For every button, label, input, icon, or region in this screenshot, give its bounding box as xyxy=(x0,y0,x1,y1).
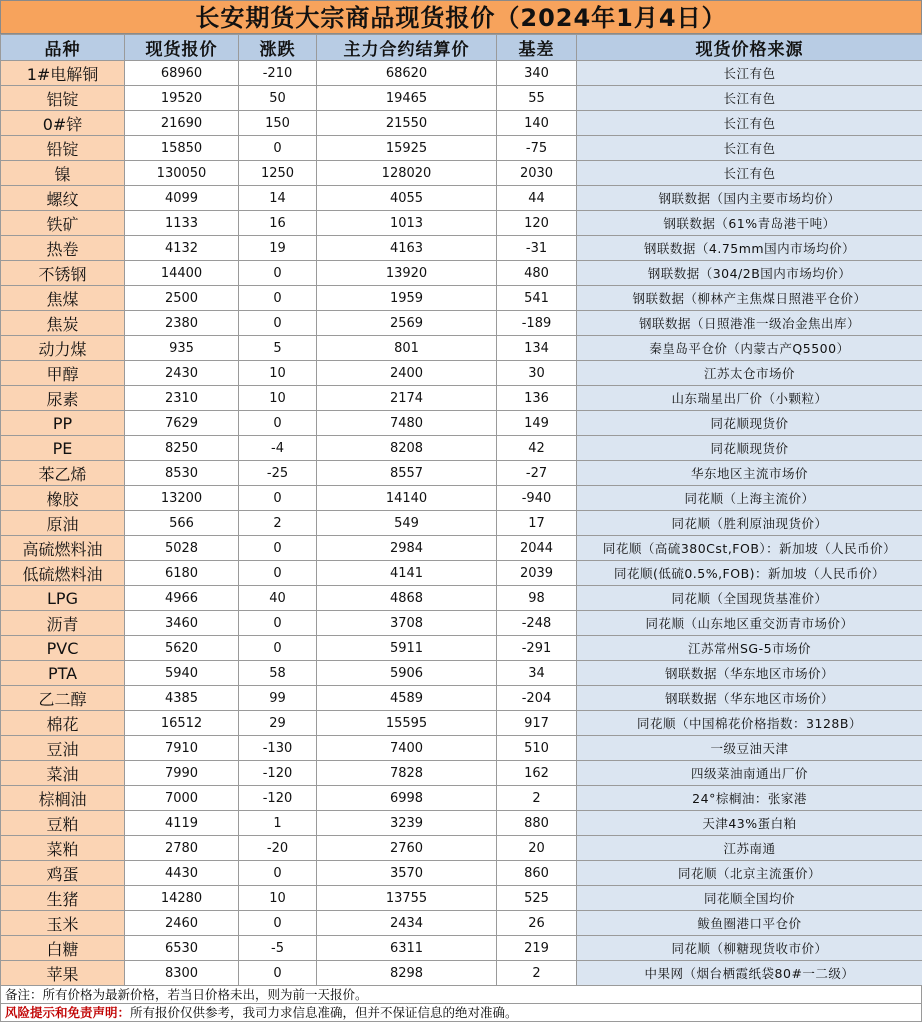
price-change: 16 xyxy=(239,211,317,236)
basis: -31 xyxy=(497,236,577,261)
spot-price: 5940 xyxy=(125,661,239,686)
price-source: 同花顺现货价 xyxy=(577,411,922,436)
price-source: 同花顺(低硫0.5%,FOB)：新加坡（人民币价） xyxy=(577,561,922,586)
table-row xyxy=(1,336,922,361)
table-row xyxy=(1,536,922,561)
basis: 2030 xyxy=(497,161,577,186)
spot-price: 6530 xyxy=(125,936,239,961)
price-source: 长江有色 xyxy=(577,161,922,186)
price-source: 同花顺（山东地区重交沥青市场价） xyxy=(577,611,922,636)
price-source: 长江有色 xyxy=(577,61,922,86)
settlement-price: 15925 xyxy=(317,136,497,161)
settlement-price: 4055 xyxy=(317,186,497,211)
price-source: 天津43%蛋白粕 xyxy=(577,811,922,836)
price-source: 同花顺（高硫380Cst,FOB）：新加坡（人民币价） xyxy=(577,536,922,561)
price-change: 2 xyxy=(239,511,317,536)
basis: -248 xyxy=(497,611,577,636)
price-change: 58 xyxy=(239,661,317,686)
price-change: 0 xyxy=(239,911,317,936)
price-change: 50 xyxy=(239,86,317,111)
price-change: 0 xyxy=(239,411,317,436)
basis: 34 xyxy=(497,661,577,686)
settlement-price: 549 xyxy=(317,511,497,536)
commodity-name: 铁矿 xyxy=(1,211,125,236)
commodity-name: PTA xyxy=(1,661,125,686)
basis: 2 xyxy=(497,786,577,811)
settlement-price: 4589 xyxy=(317,686,497,711)
table-row xyxy=(1,61,922,86)
settlement-price: 68620 xyxy=(317,61,497,86)
basis: 134 xyxy=(497,336,577,361)
commodity-name: 豆粕 xyxy=(1,811,125,836)
price-source: 同花顺（全国现货基准价） xyxy=(577,586,922,611)
price-source: 钢联数据（4.75mm国内市场均价） xyxy=(577,236,922,261)
spot-price: 14280 xyxy=(125,886,239,911)
price-source: 钢联数据（304/2B国内市场均价） xyxy=(577,261,922,286)
settlement-price: 2174 xyxy=(317,386,497,411)
commodity-name: 镍 xyxy=(1,161,125,186)
spot-price: 3460 xyxy=(125,611,239,636)
settlement-price: 2569 xyxy=(317,311,497,336)
header-settlement: 主力合约结算价 xyxy=(317,35,497,61)
basis: 219 xyxy=(497,936,577,961)
settlement-price: 7400 xyxy=(317,736,497,761)
settlement-price: 13755 xyxy=(317,886,497,911)
settlement-price: 4868 xyxy=(317,586,497,611)
settlement-price: 128020 xyxy=(317,161,497,186)
price-source: 同花顺（中国棉花价格指数：3128B） xyxy=(577,711,922,736)
table-header xyxy=(1,35,922,61)
table-row xyxy=(1,886,922,911)
header-change: 涨跌 xyxy=(239,35,317,61)
disclaimer xyxy=(0,1004,922,1022)
table-row xyxy=(1,86,922,111)
price-change: -210 xyxy=(239,61,317,86)
price-source: 长江有色 xyxy=(577,136,922,161)
commodity-name: 菜油 xyxy=(1,761,125,786)
settlement-price: 8298 xyxy=(317,961,497,986)
settlement-price: 2760 xyxy=(317,836,497,861)
commodity-name: 动力煤 xyxy=(1,336,125,361)
commodity-name: 橡胶 xyxy=(1,486,125,511)
settlement-price: 3239 xyxy=(317,811,497,836)
header-commodity: 品种 xyxy=(1,35,125,61)
spot-price: 19520 xyxy=(125,86,239,111)
settlement-price: 4141 xyxy=(317,561,497,586)
settlement-price: 8557 xyxy=(317,461,497,486)
price-change: 0 xyxy=(239,611,317,636)
price-source: 鲅鱼圈港口平仓价 xyxy=(577,911,922,936)
table-row xyxy=(1,211,922,236)
spot-price: 4099 xyxy=(125,186,239,211)
basis: 880 xyxy=(497,811,577,836)
basis: 20 xyxy=(497,836,577,861)
commodity-name: 菜粕 xyxy=(1,836,125,861)
settlement-price: 1959 xyxy=(317,286,497,311)
commodity-name: 生猪 xyxy=(1,886,125,911)
commodity-name: 焦煤 xyxy=(1,286,125,311)
spot-price: 13200 xyxy=(125,486,239,511)
price-change: 0 xyxy=(239,486,317,511)
settlement-price: 5906 xyxy=(317,661,497,686)
price-change: -130 xyxy=(239,736,317,761)
spot-price: 6180 xyxy=(125,561,239,586)
table-row xyxy=(1,561,922,586)
spot-price: 2460 xyxy=(125,911,239,936)
table-row xyxy=(1,386,922,411)
spot-price: 1133 xyxy=(125,211,239,236)
table-row xyxy=(1,486,922,511)
basis: -291 xyxy=(497,636,577,661)
price-change: 14 xyxy=(239,186,317,211)
commodity-name: 不锈钢 xyxy=(1,261,125,286)
table-row xyxy=(1,411,922,436)
price-change: -5 xyxy=(239,936,317,961)
basis: -204 xyxy=(497,686,577,711)
table-body xyxy=(1,61,922,986)
commodity-name: PP xyxy=(1,411,125,436)
commodity-name: 棕榈油 xyxy=(1,786,125,811)
table-row xyxy=(1,286,922,311)
basis: 480 xyxy=(497,261,577,286)
price-change: 10 xyxy=(239,886,317,911)
table-row xyxy=(1,911,922,936)
price-source: 江苏南通 xyxy=(577,836,922,861)
basis: 2039 xyxy=(497,561,577,586)
table-row xyxy=(1,111,922,136)
table-row xyxy=(1,811,922,836)
commodity-name: 螺纹 xyxy=(1,186,125,211)
spot-price: 8300 xyxy=(125,961,239,986)
price-source: 同花顺现货价 xyxy=(577,436,922,461)
table-row xyxy=(1,511,922,536)
spot-price: 130050 xyxy=(125,161,239,186)
settlement-price: 1013 xyxy=(317,211,497,236)
footnote-text: 备注：所有价格为最新价格，若当日价格未出，则为前一天报价。 xyxy=(5,987,368,1002)
spot-price: 21690 xyxy=(125,111,239,136)
basis: 2044 xyxy=(497,536,577,561)
price-change: 0 xyxy=(239,861,317,886)
table-row xyxy=(1,311,922,336)
spot-price: 7000 xyxy=(125,786,239,811)
table-row xyxy=(1,586,922,611)
commodity-name: 热卷 xyxy=(1,236,125,261)
price-source: 同花顺（北京主流蛋价） xyxy=(577,861,922,886)
basis: 541 xyxy=(497,286,577,311)
settlement-price: 2434 xyxy=(317,911,497,936)
commodity-name: PVC xyxy=(1,636,125,661)
spot-price: 566 xyxy=(125,511,239,536)
settlement-price: 15595 xyxy=(317,711,497,736)
commodity-name: 甲醇 xyxy=(1,361,125,386)
spot-price: 2380 xyxy=(125,311,239,336)
header-spot-price: 现货报价 xyxy=(125,35,239,61)
commodity-name: PE xyxy=(1,436,125,461)
basis: 140 xyxy=(497,111,577,136)
table-row xyxy=(1,261,922,286)
price-source: 同花顺（胜利原油现货价） xyxy=(577,511,922,536)
settlement-price: 21550 xyxy=(317,111,497,136)
table-row xyxy=(1,861,922,886)
price-change: 0 xyxy=(239,286,317,311)
price-source: 同花顺（上海主流价） xyxy=(577,486,922,511)
spot-price: 2500 xyxy=(125,286,239,311)
settlement-price: 2984 xyxy=(317,536,497,561)
commodity-name: 棉花 xyxy=(1,711,125,736)
price-change: 0 xyxy=(239,636,317,661)
price-source: 24°棕榈油：张家港 xyxy=(577,786,922,811)
spot-price: 2780 xyxy=(125,836,239,861)
price-change: 0 xyxy=(239,561,317,586)
price-source: 四级菜油南通出厂价 xyxy=(577,761,922,786)
price-source: 同花顺全国均价 xyxy=(577,886,922,911)
price-change: 0 xyxy=(239,536,317,561)
table-row xyxy=(1,936,922,961)
settlement-price: 6311 xyxy=(317,936,497,961)
price-source: 华东地区主流市场价 xyxy=(577,461,922,486)
basis: 26 xyxy=(497,911,577,936)
settlement-price: 7480 xyxy=(317,411,497,436)
table-row xyxy=(1,761,922,786)
price-source: 钢联数据（国内主要市场均价） xyxy=(577,186,922,211)
table-row xyxy=(1,136,922,161)
spot-price: 7629 xyxy=(125,411,239,436)
basis: 149 xyxy=(497,411,577,436)
header-source: 现货价格来源 xyxy=(577,35,922,61)
price-change: 0 xyxy=(239,961,317,986)
commodity-name: 白糖 xyxy=(1,936,125,961)
basis: -189 xyxy=(497,311,577,336)
spot-price: 4966 xyxy=(125,586,239,611)
spot-price: 8530 xyxy=(125,461,239,486)
spot-price: 7990 xyxy=(125,761,239,786)
table-row xyxy=(1,961,922,986)
basis: 510 xyxy=(497,736,577,761)
disclaimer-text: 所有报价仅供参考，我司力求信息准确，但并不保证信息的绝对准确。 xyxy=(130,1005,518,1020)
spot-price: 68960 xyxy=(125,61,239,86)
settlement-price: 6998 xyxy=(317,786,497,811)
table-row xyxy=(1,661,922,686)
basis: 136 xyxy=(497,386,577,411)
price-table xyxy=(0,34,922,986)
price-source: 长江有色 xyxy=(577,111,922,136)
spot-price: 15850 xyxy=(125,136,239,161)
settlement-price: 801 xyxy=(317,336,497,361)
settlement-price: 7828 xyxy=(317,761,497,786)
price-change: -20 xyxy=(239,836,317,861)
spot-price: 5028 xyxy=(125,536,239,561)
settlement-price: 4163 xyxy=(317,236,497,261)
spot-price: 4385 xyxy=(125,686,239,711)
table-row xyxy=(1,736,922,761)
price-change: 99 xyxy=(239,686,317,711)
commodity-name: 尿素 xyxy=(1,386,125,411)
price-source: 钢联数据（华东地区市场价） xyxy=(577,661,922,686)
settlement-price: 13920 xyxy=(317,261,497,286)
price-source: 同花顺（柳糖现货收市价） xyxy=(577,936,922,961)
price-source: 钢联数据（日照港准一级冶金焦出库） xyxy=(577,311,922,336)
price-source: 钢联数据（华东地区市场价） xyxy=(577,686,922,711)
table-row xyxy=(1,711,922,736)
spot-price: 4430 xyxy=(125,861,239,886)
table-row xyxy=(1,161,922,186)
commodity-name: 原油 xyxy=(1,511,125,536)
table-row xyxy=(1,836,922,861)
price-change: 10 xyxy=(239,361,317,386)
commodity-name: 高硫燃料油 xyxy=(1,536,125,561)
basis: 42 xyxy=(497,436,577,461)
settlement-price: 2400 xyxy=(317,361,497,386)
price-change: -120 xyxy=(239,786,317,811)
commodity-name: 苯乙烯 xyxy=(1,461,125,486)
basis: 120 xyxy=(497,211,577,236)
price-change: 1 xyxy=(239,811,317,836)
price-change: 5 xyxy=(239,336,317,361)
price-source: 山东瑞星出厂价（小颗粒） xyxy=(577,386,922,411)
settlement-price: 5911 xyxy=(317,636,497,661)
price-change: -25 xyxy=(239,461,317,486)
price-change: 40 xyxy=(239,586,317,611)
settlement-price: 14140 xyxy=(317,486,497,511)
table-row xyxy=(1,361,922,386)
commodity-name: 乙二醇 xyxy=(1,686,125,711)
commodity-name: 豆油 xyxy=(1,736,125,761)
commodity-name: LPG xyxy=(1,586,125,611)
footnote xyxy=(0,986,922,1004)
basis: 17 xyxy=(497,511,577,536)
table-row xyxy=(1,636,922,661)
price-source: 江苏太仓市场价 xyxy=(577,361,922,386)
settlement-price: 8208 xyxy=(317,436,497,461)
price-change: 0 xyxy=(239,136,317,161)
basis: -940 xyxy=(497,486,577,511)
spot-price: 16512 xyxy=(125,711,239,736)
price-change: -120 xyxy=(239,761,317,786)
header-basis: 基差 xyxy=(497,35,577,61)
price-change: 10 xyxy=(239,386,317,411)
price-change: 0 xyxy=(239,311,317,336)
basis: 162 xyxy=(497,761,577,786)
sheet-title: 长安期货大宗商品现货报价（2024年1月4日） xyxy=(0,0,922,34)
table-row xyxy=(1,436,922,461)
spot-price: 2310 xyxy=(125,386,239,411)
price-source: 中果网（烟台栖霞纸袋80#一二级） xyxy=(577,961,922,986)
commodity-name: 苹果 xyxy=(1,961,125,986)
price-change: 19 xyxy=(239,236,317,261)
disclaimer-label: 风险提示和免责声明： xyxy=(5,1005,131,1020)
commodity-name: 1#电解铜 xyxy=(1,61,125,86)
settlement-price: 3570 xyxy=(317,861,497,886)
price-source: 长江有色 xyxy=(577,86,922,111)
table-row xyxy=(1,186,922,211)
price-source: 秦皇岛平仓价（内蒙古产Q5500） xyxy=(577,336,922,361)
spot-price: 2430 xyxy=(125,361,239,386)
spot-price: 7910 xyxy=(125,736,239,761)
price-change: -4 xyxy=(239,436,317,461)
basis: 30 xyxy=(497,361,577,386)
basis: 2 xyxy=(497,961,577,986)
settlement-price: 3708 xyxy=(317,611,497,636)
price-source: 钢联数据（61%青岛港干吨） xyxy=(577,211,922,236)
commodity-name: 0#锌 xyxy=(1,111,125,136)
basis: 525 xyxy=(497,886,577,911)
price-change: 1250 xyxy=(239,161,317,186)
commodity-name: 铝锭 xyxy=(1,86,125,111)
commodity-name: 低硫燃料油 xyxy=(1,561,125,586)
price-source: 江苏常州SG-5市场价 xyxy=(577,636,922,661)
table-row xyxy=(1,611,922,636)
commodity-name: 沥青 xyxy=(1,611,125,636)
basis: 55 xyxy=(497,86,577,111)
settlement-price: 19465 xyxy=(317,86,497,111)
basis: 860 xyxy=(497,861,577,886)
price-source: 一级豆油天津 xyxy=(577,736,922,761)
spot-price: 935 xyxy=(125,336,239,361)
commodity-name: 焦炭 xyxy=(1,311,125,336)
price-change: 150 xyxy=(239,111,317,136)
table-row xyxy=(1,236,922,261)
basis: 917 xyxy=(497,711,577,736)
basis: -27 xyxy=(497,461,577,486)
basis: 98 xyxy=(497,586,577,611)
price-change: 0 xyxy=(239,261,317,286)
commodity-name: 鸡蛋 xyxy=(1,861,125,886)
spot-price: 4119 xyxy=(125,811,239,836)
spot-price: 8250 xyxy=(125,436,239,461)
basis: -75 xyxy=(497,136,577,161)
table-row xyxy=(1,461,922,486)
price-source: 钢联数据（柳林产主焦煤日照港平仓价） xyxy=(577,286,922,311)
basis: 44 xyxy=(497,186,577,211)
table-row xyxy=(1,786,922,811)
commodity-name: 玉米 xyxy=(1,911,125,936)
basis: 340 xyxy=(497,61,577,86)
spot-price: 5620 xyxy=(125,636,239,661)
price-change: 29 xyxy=(239,711,317,736)
spot-price: 14400 xyxy=(125,261,239,286)
table-row xyxy=(1,686,922,711)
commodity-name: 铅锭 xyxy=(1,136,125,161)
spot-price: 4132 xyxy=(125,236,239,261)
